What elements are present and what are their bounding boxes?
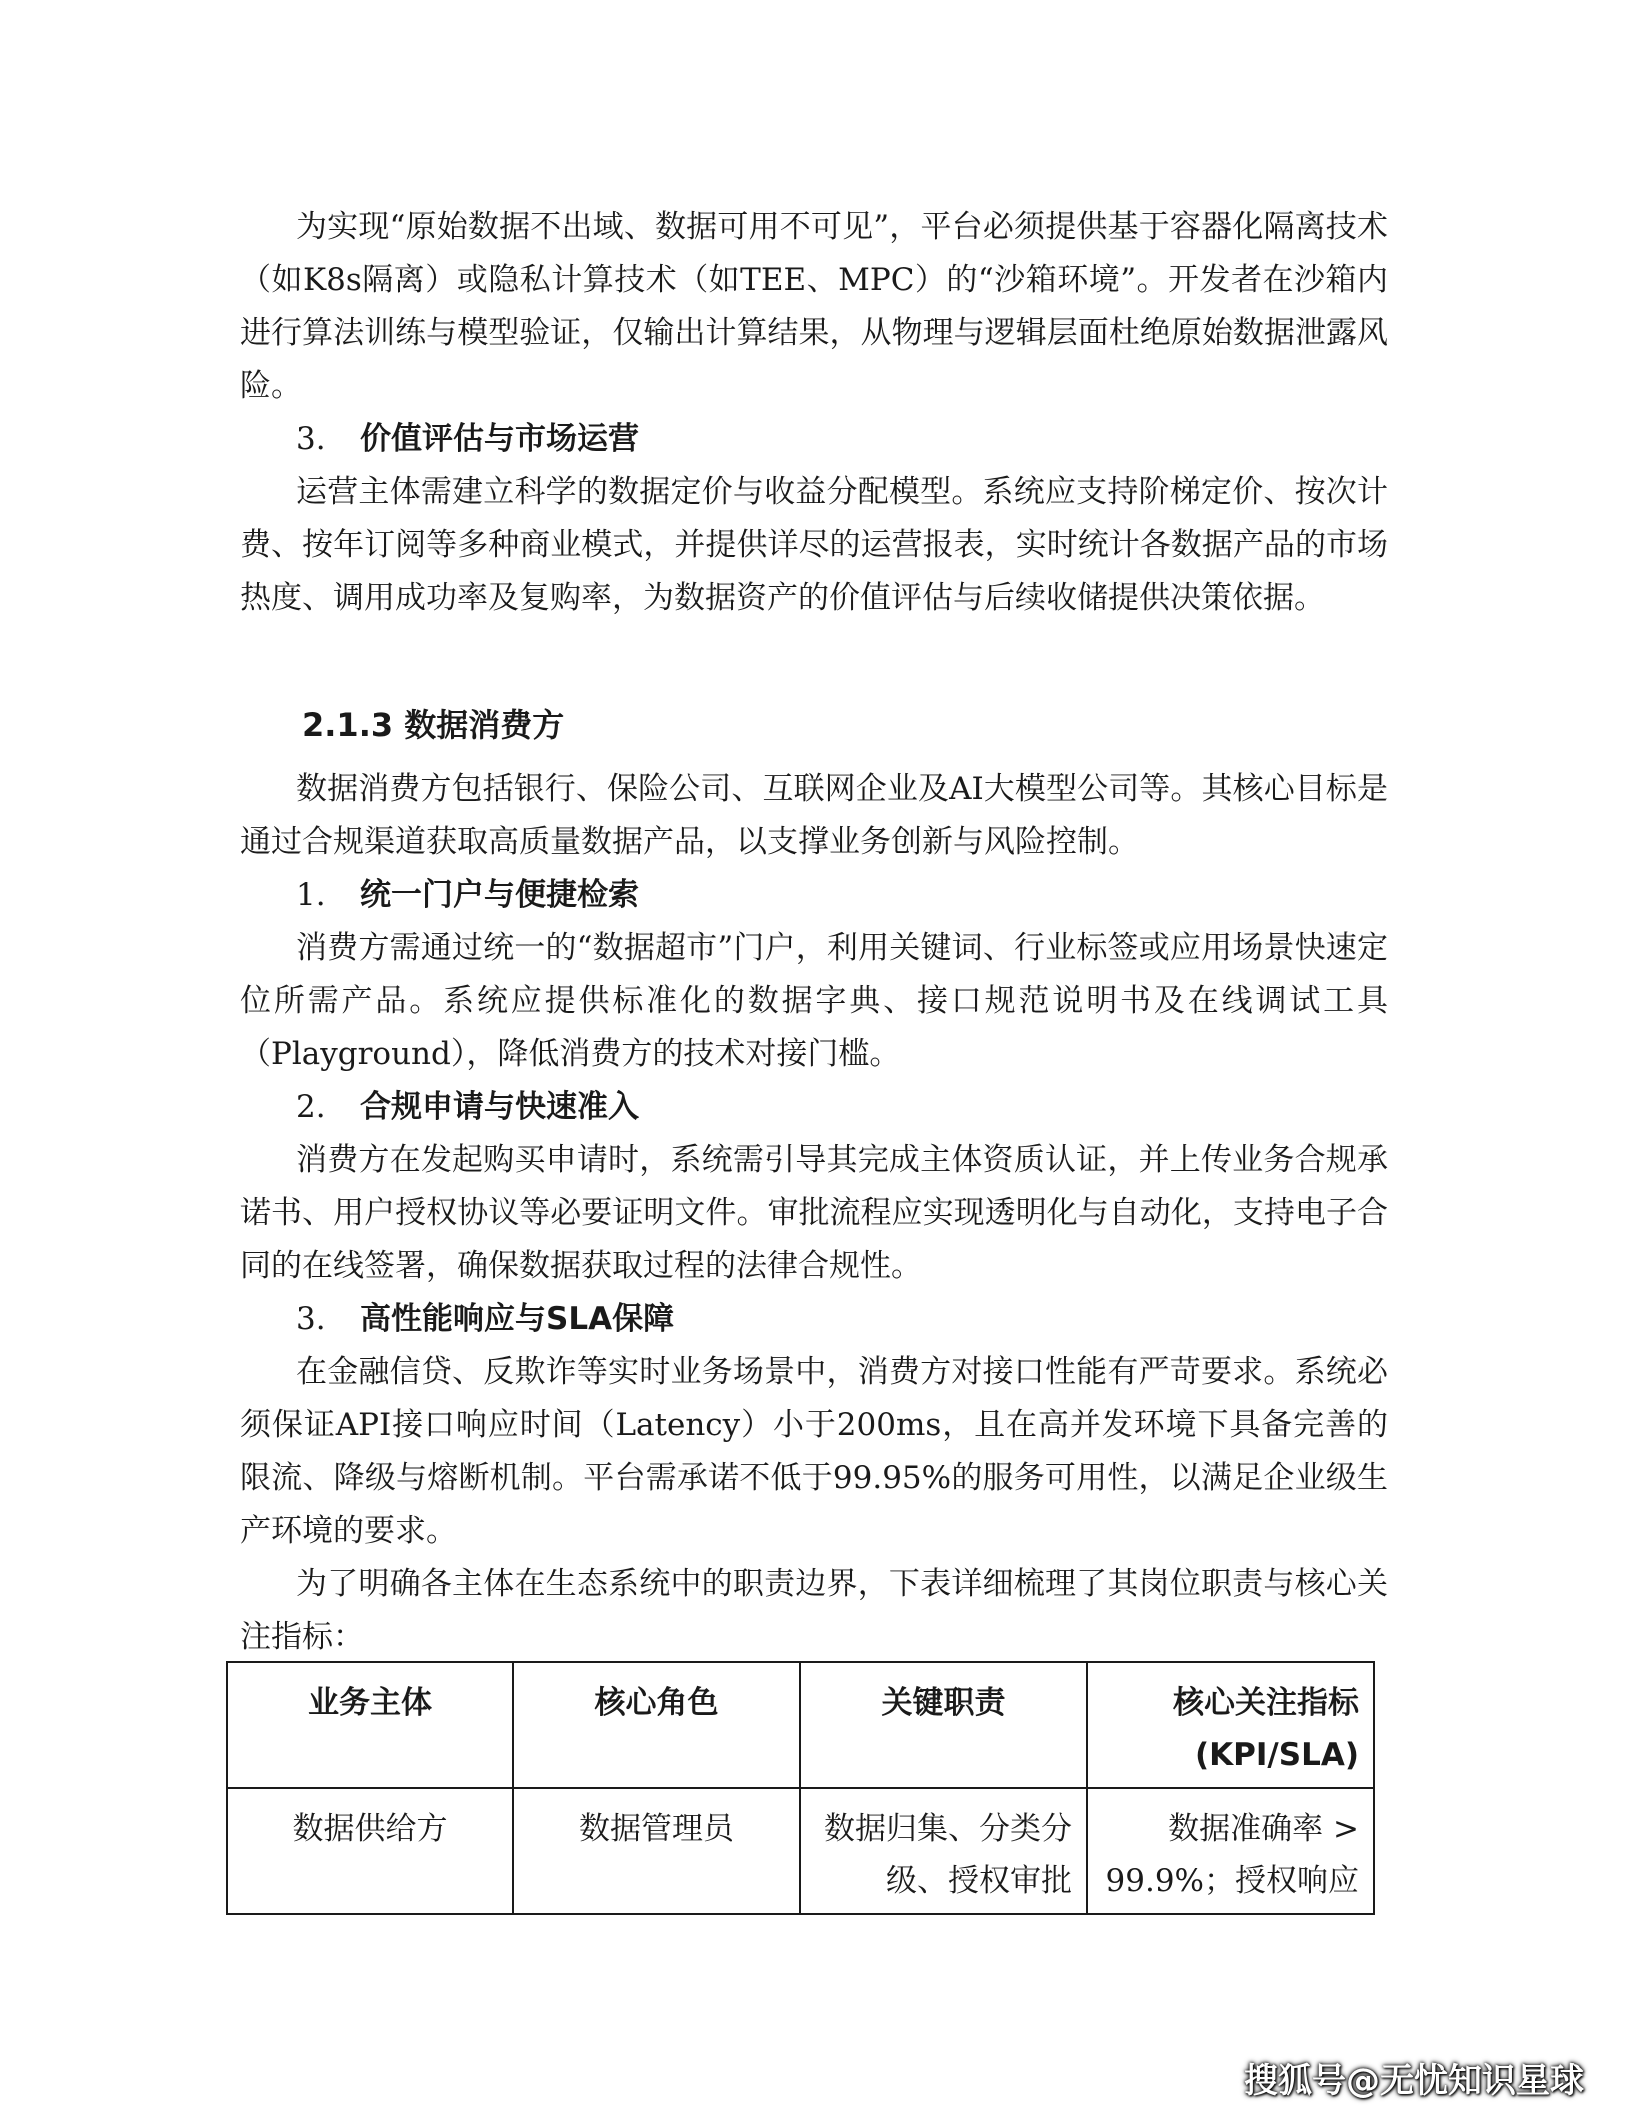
list-number: 1. <box>296 877 326 913</box>
list-title: 高性能响应与SLA保障 <box>360 1301 675 1337</box>
table-row <box>227 1788 1374 1914</box>
list-item-value-assessment <box>296 413 639 466</box>
cell-duty: 数据归集、分类分级、授权审批 <box>800 1788 1087 1914</box>
list-item-portal <box>296 869 639 922</box>
list-item-sla <box>296 1293 674 1346</box>
section-heading: 2.1.3 数据消费方 <box>302 706 565 744</box>
table-header-row <box>227 1662 1374 1788</box>
list-title: 统一门户与便捷检索 <box>360 877 639 913</box>
list-number: 3. <box>296 1301 326 1337</box>
cell-subject: 数据供给方 <box>227 1788 513 1914</box>
paragraph-sandbox: 为实现“原始数据不出域、数据可用不可见”，平台必须提供基于容器化隔离技术（如K8s隔离）或隐私计算技术（如TEE、MPC）的“沙箱环境”。开发者在沙箱内进行算法训练与模型验证，仅输出计算结果，从物理与逻辑层面杜绝原始数据泄露风险。 <box>240 209 1388 404</box>
cell-kpi: 数据准确率 > 99.9%；授权响应 <box>1087 1788 1374 1914</box>
paragraph-portal: 消费方需通过统一的“数据超市”门户，利用关键词、行业标签或应用场景快速定位所需产品。系统应提供标准化的数据字典、接口规范说明书及在线调试工具（Playground），降低消费方的技术对接门槛。 <box>240 930 1388 1072</box>
header-duty: 关键职责 <box>800 1662 1087 1788</box>
watermark: 搜狐号@无忧知识星球 <box>1244 2061 1584 2101</box>
header-role: 核心角色 <box>513 1662 800 1788</box>
paragraph-consumer-intro: 数据消费方包括银行、保险公司、互联网企业及AI大模型公司等。其核心目标是通过合规渠道获取高质量数据产品，以支撑业务创新与风险控制。 <box>240 771 1388 860</box>
cell-role: 数据管理员 <box>513 1788 800 1914</box>
header-subject: 业务主体 <box>227 1662 513 1788</box>
paragraph-sla: 在金融信贷、反欺诈等实时业务场景中，消费方对接口性能有严苛要求。系统必须保证API接口响应时间（Latency）小于200ms，且在高并发环境下具备完善的限流、降级与熔断机制。平台需承诺不低于99.95%的服务可用性，以满足企业级生产环境的要求。 <box>240 1354 1388 1549</box>
paragraph-operation: 运营主体需建立科学的数据定价与收益分配模型。系统应支持阶梯定价、按次计费、按年订阅等多种商业模式，并提供详尽的运营报表，实时统计各数据产品的市场热度、调用成功率及复购率，为数据资产的价值评估与后续收储提供决策依据。 <box>240 474 1388 616</box>
responsibility-table <box>226 1661 1375 1915</box>
list-number: 3. <box>296 421 326 457</box>
list-number: 2. <box>296 1089 326 1125</box>
paragraph-compliance: 消费方在发起购买申请时，系统需引导其完成主体资质认证，并上传业务合规承诺书、用户授权协议等必要证明文件。审批流程应实现透明化与自动化，支持电子合同的在线签署，确保数据获取过程的法律合规性。 <box>240 1142 1388 1284</box>
header-kpi: 核心关注指标(KPI/SLA) <box>1087 1662 1374 1788</box>
list-title: 价值评估与市场运营 <box>360 421 639 457</box>
list-item-compliance <box>296 1081 639 1134</box>
paragraph-table-intro: 为了明确各主体在生态系统中的职责边界，下表详细梳理了其岗位职责与核心关注指标： <box>240 1566 1388 1655</box>
list-title: 合规申请与快速准入 <box>360 1089 639 1125</box>
